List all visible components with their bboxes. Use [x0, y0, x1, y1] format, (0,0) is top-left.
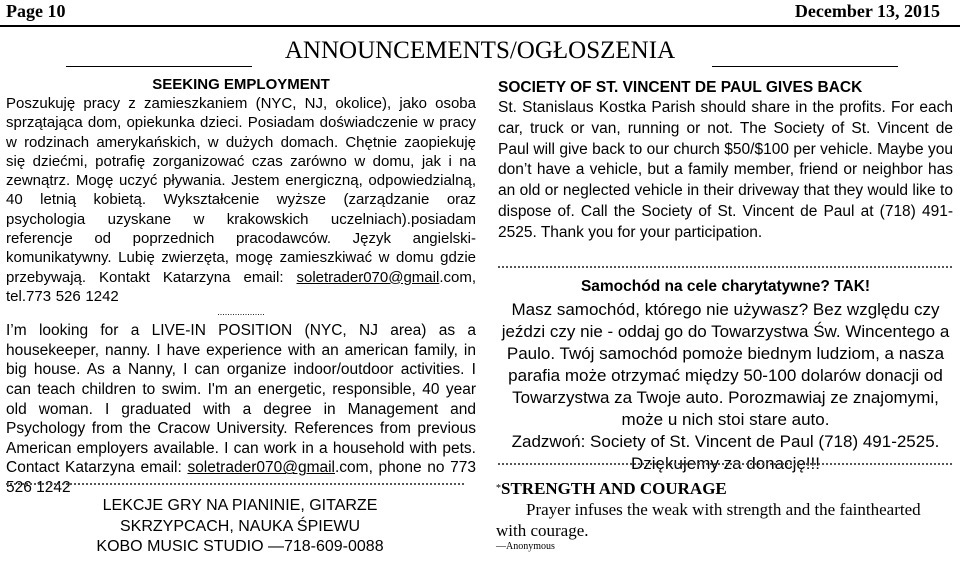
polish-body: Poszukuję pracy z zamieszkaniem (NYC, NJ, okolice), jako osoba sprzątająca dom, opiekunka dzieci. Posiadam doświadczenie w pracy w rodzinach amerykańskich, w dużych domach. Chętnie zaopiekuję się dziećmi, potrafię zorganizować czas zarówno w domu, jak i na zewnątrz. Mogę uczyć pływania. Jestem energiczną, odpowiedzialną, 40 letnią kobietą. Wykształcenie wyższe (zarządzanie oraz psychologia uzyskane w krakowskich uczelniach).posiadam referencje od poprzednich pracodawców. Język angielski-komunikatywny. Lubię zwierzęta, mogę zamieszkiwać w domu gdzie przebywają. Kontakt Katarzyna email: — [6, 95, 476, 286]
strength-mark: * — [496, 483, 501, 494]
polish-phone: .com, tel.773 526 1242 — [6, 268, 476, 305]
header-rule — [0, 25, 960, 27]
english-email[interactable]: soletrader070@gmail — [187, 459, 335, 477]
strength-heading — [496, 478, 936, 499]
svdp-notice — [498, 78, 953, 244]
divider-left — [6, 483, 464, 485]
svdp-text: St. Stanislaus Kostka Parish should share in the profits. For each car, truck or van, running or not. The Society of St. Vincent de Paul will give back to our church $50/$100 per vehicle. Maybe you don’t have a vehicle, but a family member, friend or neighbor has an old or neglected vehicle in their driveway that they would like to dispose of. Call the Society of St. Vincent de Paul at (718) 491-2525. Thank you for your participation. — [498, 99, 953, 241]
strength-text: Prayer infuses the weak with strength and the fainthearted with courage. — [496, 500, 921, 540]
charity-line: Masz samochód, którego nie używasz? Bez względu czy — [511, 300, 940, 319]
divider-right-2 — [498, 463, 952, 465]
music-line-1: LEKCJE GRY NA PIANINIE, GITARZE — [102, 497, 378, 514]
employment-english-text — [6, 321, 476, 497]
employment-heading: SEEKING EMPLOYMENT — [152, 76, 330, 93]
charity-pl-heading: Samochód na cele charytatywne? TAK! — [580, 278, 871, 295]
title-rule-right — [712, 66, 898, 67]
charity-pl-text — [498, 299, 953, 475]
charity-line: jeździ czy nie - oddaj go do Towarzystwa Św. Wincentego a — [501, 322, 950, 341]
divider-right-1 — [498, 266, 952, 268]
charity-line: Dziękujemy za donację!!! — [631, 454, 820, 473]
charity-line: Zadzwoń: Society of St. Vincent de Paul (718) 491-2525. — [511, 432, 940, 451]
strength-attribution: —Anonymous — [496, 541, 555, 552]
english-phone: .com, phone no 773 526 1242 — [6, 459, 476, 497]
charity-line: Towarzystwa za Twoje auto. Porozmawiaj ze znajomymi, — [512, 388, 939, 407]
charity-line: może u nich stoi stare auto. — [621, 410, 830, 429]
charity-line: parafia może otrzymać między 50-100 dolarów donacji od — [508, 366, 943, 385]
music-line-3: KOBO MUSIC STUDIO —718-609-0088 — [96, 538, 384, 555]
polish-email[interactable]: soletrader070@gmail — [296, 268, 440, 286]
music-ad — [10, 496, 470, 558]
strength-quote — [496, 478, 936, 553]
english-body: I’m looking for a LIVE-IN POSITION (NYC, NJ area) as a housekeeper, nanny. I have experience with an american family, in big house. As a Nanny, I can organize indoor/outdoor activities. I can teach children to swim. I'm an energetic, responsible, 40 year old woman. I graduated with a degree in Management and Psychology from the Cracow University. References from previous American employers available. I can work in a household with pets. Contact Katarzyna email: — [6, 322, 476, 477]
charity-pl-notice — [498, 277, 953, 475]
issue-date: December 13, 2015 — [794, 1, 940, 21]
svdp-heading: SOCIETY OF ST. VINCENT DE PAUL GIVES BACK — [498, 79, 863, 96]
section-title: ANNOUNCEMENTS/OGŁOSZENIA — [284, 37, 676, 64]
title-rule-left — [66, 66, 252, 67]
employment-separator: ................... — [217, 307, 265, 318]
employment-ad — [6, 76, 476, 498]
employment-polish-text — [6, 94, 476, 306]
strength-title: STRENGTH AND COURAGE — [501, 479, 727, 498]
music-line-2: SKRZYPCACH, NAUKA ŚPIEWU — [119, 517, 361, 535]
charity-line: Paulo. Twój samochód pomoże biednym ludziom, a nasza — [506, 344, 945, 363]
page-number: Page 10 — [6, 1, 66, 21]
